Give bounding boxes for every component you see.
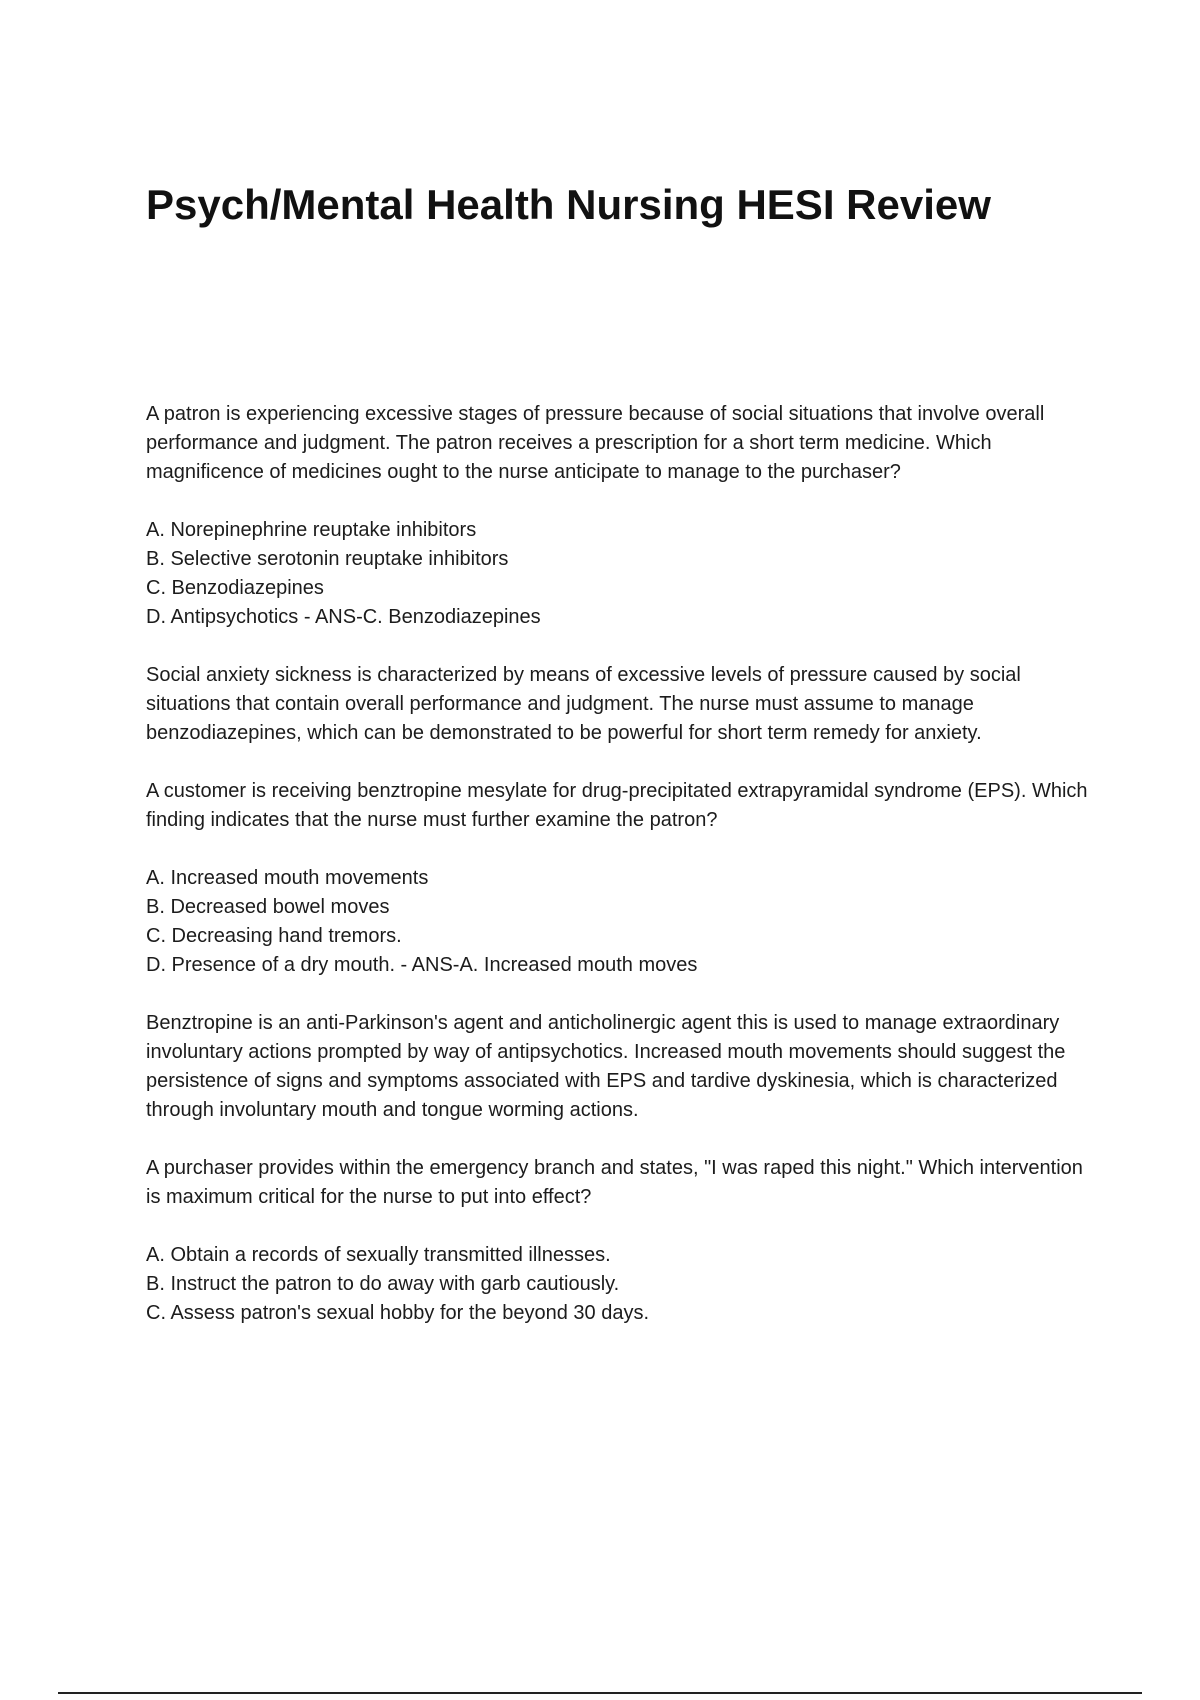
- document-content: [146, 400, 1096, 1357]
- answer-option: A. Obtain a records of sexually transmitted illnesses.: [146, 1244, 611, 1266]
- answer-options: [146, 864, 1096, 980]
- answer-option: D. Presence of a dry mouth. - ANS-A. Increased mouth moves: [146, 954, 698, 976]
- rationale-text: Social anxiety sickness is characterized by means of excessive levels of pressure caused by social situations that contain overall performance and judgment. The nurse must assume to manage benzodiazepines, which can be demonstrated to be powerful for short term remedy for anxiety.: [146, 664, 1021, 744]
- page-bottom-divider: [58, 1692, 1142, 1694]
- question-text: A purchaser provides within the emergency branch and states, "I was raped this night." Which intervention is maximum critical for the nurse to put into effect?: [146, 1157, 1083, 1208]
- answer-option: C. Assess patron's sexual hobby for the beyond 30 days.: [146, 1302, 650, 1324]
- question-text: A customer is receiving benztropine mesylate for drug-precipitated extrapyramidal syndrome (EPS). Which finding indicates that the nurse must further examine the patron?: [146, 780, 1088, 831]
- answer-options: [146, 516, 1096, 632]
- answer-option: A. Norepinephrine reuptake inhibitors: [146, 519, 477, 541]
- page-title: Psych/Mental Health Nursing HESI Review: [146, 181, 991, 228]
- answer-option: B. Instruct the patron to do away with garb cautiously.: [146, 1273, 620, 1295]
- answer-option: C. Benzodiazepines: [146, 577, 324, 599]
- question-text: A patron is experiencing excessive stages of pressure because of social situations that involve overall performance and judgment. The patron receives a prescription for a short term medicine. Which magnificence of medicines ought to the nurse anticipate to manage to the purchaser?: [146, 403, 1045, 483]
- answer-option: B. Selective serotonin reuptake inhibitors: [146, 548, 509, 570]
- answer-option: C. Decreasing hand tremors.: [146, 925, 402, 947]
- answer-option: B. Decreased bowel moves: [146, 896, 390, 918]
- rationale-text: Benztropine is an anti-Parkinson's agent and anticholinergic agent this is used to manage extraordinary involuntary actions prompted by way of antipsychotics. Increased mouth movements should suggest the persistence of signs and symptoms associated with EPS and tardive dyskinesia, which is characterized through involuntary mouth and tongue worming actions.: [146, 1012, 1066, 1121]
- answer-option: A. Increased mouth movements: [146, 867, 429, 889]
- answer-options: [146, 1241, 1096, 1328]
- answer-option: D. Antipsychotics - ANS-C. Benzodiazepines: [146, 606, 541, 628]
